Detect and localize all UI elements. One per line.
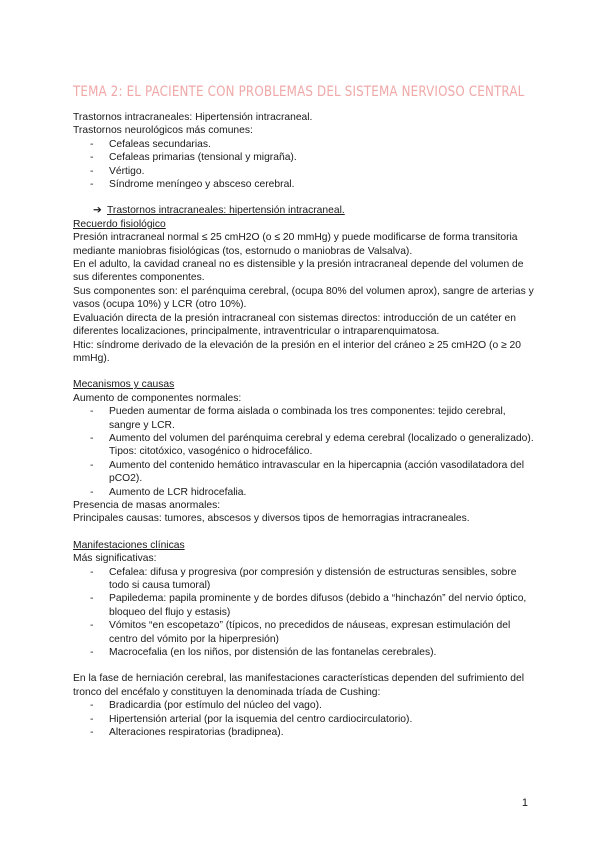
list-item: - Bradicardia (por estímulo del núcleo del vago). (73, 699, 535, 712)
paragraph: Aumento de componentes normales: (73, 392, 242, 404)
list-item: - Síndrome meníngeo y absceso cerebral. (73, 178, 535, 191)
list-item: - Aumento del contenido hemático intravascular en la hipercapnia (acción vasodilatadora del pCO2). (73, 459, 535, 486)
list-item: - Vértigo. (73, 165, 535, 178)
paragraph: Presión intracraneal normal ≤ 25 cmH2O (o ≤ 20 mmHg) y puede modificarse de forma transitoria mediante maniobras fisiológicas (tos, estornudo o maniobras de Valsalva). (73, 232, 518, 257)
list-item: - Cefalea: difusa y progresiva (por compresión y distensión de estructuras sensibles, sobre todo si causa tumoral) (73, 566, 535, 593)
arrow-right-icon: ➔ (93, 205, 102, 217)
subheading-recuerdo: Recuerdo fisiológico (73, 218, 166, 230)
list-item: - Aumento de LCR hidrocefalia. (73, 486, 535, 499)
intro-line-2: Trastornos neurológicos más comunes: (73, 125, 253, 137)
paragraph: Htic: síndrome derivado de la elevación de la presión en el interior del cráneo ≥ 25 cmH2O (o ≥ 20 mmHg). (73, 339, 522, 364)
intro-line-1: Trastornos intracraneales: Hipertensión intracraneal. (73, 112, 313, 123)
section-heading-row (73, 204, 535, 217)
paragraph: Presencia de masas anormales: (73, 499, 221, 511)
cushing-list (73, 699, 535, 739)
section-heading: Trastornos intracraneales: hipertensión intracraneal. (107, 205, 345, 217)
subheading-manifestaciones: Manifestaciones clínicas (73, 539, 185, 551)
page-number: 1 (521, 797, 528, 809)
list-item: - Papiledema: papila prominente y de bordes difusos (debido a “hinchazón” del nervio óptico, bloqueo del flujo y estasis) (73, 592, 535, 619)
paragraph: Evaluación directa de la presión intracraneal con sistemas directos: introducción de un catéter en diferentes localizaciones, principalmente, intraventricular o intraparenquimatosa. (73, 312, 517, 338)
paragraph: Más significativas: (73, 553, 157, 565)
mecanismos-list (73, 405, 535, 499)
document-body (73, 111, 535, 739)
list-item: - Vómitos “en escopetazo” (típicos, no precedidos de náuseas, expresan estimulación del centro del vómito por la hiperpresión) (73, 619, 535, 646)
list-item: - Hipertensión arterial (por la isquemia del centro cardiocirculatorio). (73, 713, 535, 726)
subheading-mecanismos: Mecanismos y causas (73, 379, 175, 391)
list-item: - Cefaleas secundarias. (73, 138, 535, 151)
list-item: - Alteraciones respiratorias (bradipnea). (73, 726, 535, 739)
paragraph: Sus componentes son: el parénquima cerebral, (ocupa 80% del volumen aprox), sangre de arterias y vasos (ocupa 10%) y LCR (otro 10%). (73, 285, 534, 311)
paragraph: En la fase de herniación cerebral, las manifestaciones características dependen del sufrimiento del tronco del encéfalo y constituyen la denominada tríada de Cushing: (73, 673, 525, 698)
list-item: - Macrocefalia (en los niños, por distensión de las fontanelas cerebrales). (73, 646, 535, 659)
manifestaciones-list (73, 566, 535, 660)
list-item: - Aumento del volumen del parénquima cerebral y edema cerebral (localizado o generalizado). Tipos: citotóxico, vasogénico o hidrocefálico. (73, 432, 535, 459)
list-item: - Cefaleas primarias (tensional y migraña). (73, 151, 535, 164)
page-title: TEMA 2: EL PACIENTE CON PROBLEMAS DEL SISTEMA NERVIOSO CENTRAL (73, 83, 525, 100)
intro-list (73, 138, 535, 192)
paragraph: Principales causas: tumores, abscesos y diversos tipos de hemorragias intracraneales. (73, 513, 470, 525)
paragraph: En el adulto, la cavidad craneal no es distensible y la presión intracraneal depende del volumen de sus diferentes componentes. (73, 259, 524, 284)
list-item: - Pueden aumentar de forma aislada o combinada los tres componentes: tejido cerebral, sangre y LCR. (73, 405, 535, 432)
